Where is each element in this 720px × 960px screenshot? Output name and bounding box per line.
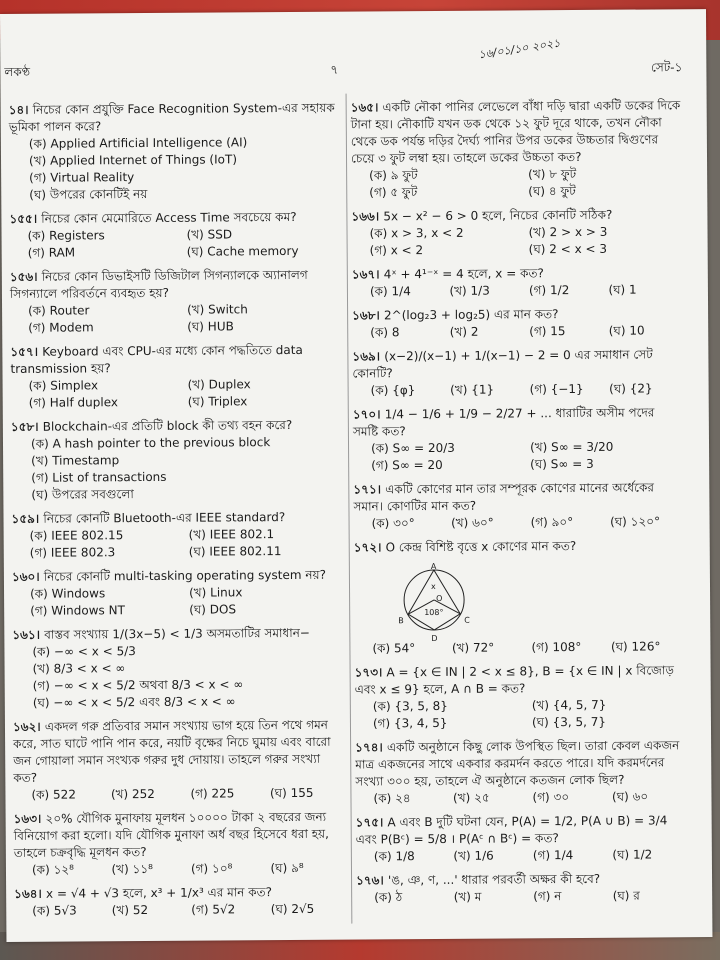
answer-option: (ক) ৯ ফুট	[369, 168, 418, 183]
question-number: ১৬১।	[12, 627, 45, 642]
question-text	[9, 100, 339, 136]
answer-option: (গ) ন	[533, 889, 562, 904]
answer-option: (খ) Applied Internet of Things (IoT)	[28, 152, 238, 168]
page-number: ৭	[330, 62, 339, 77]
question-body: A = {x ∈ IN | 2 < x ≤ 8}, B = {x ∈ IN | x বিজোড় এবং x ≤ 9} হলে, A ∩ B = কত?	[354, 663, 674, 697]
question-body: 2^(log₂3 + log₂5) এর মান কত?	[383, 307, 559, 323]
question-item	[10, 342, 340, 412]
answer-option: (ক) {φ}	[370, 383, 416, 398]
answer-option: (খ) ১১⁸	[111, 861, 153, 877]
answer-option: (ক) Simplex	[28, 378, 99, 393]
answer-option: (গ) Half duplex	[28, 395, 119, 410]
answer-option: (গ) Windows NT	[30, 603, 125, 618]
answer-option: (ঘ) ৯⁸	[270, 860, 304, 876]
question-item	[351, 206, 681, 259]
header-left-text: লকণ্ঠ	[4, 64, 31, 79]
answer-option: (ক) IEEE 802.15	[29, 528, 124, 543]
answer-option: (খ) 8/3 < x < ∞	[32, 661, 126, 676]
circle-diagram	[394, 558, 475, 644]
answer-option: (খ) Linux	[188, 585, 243, 600]
answer-option: (গ) ৫ ফুট	[369, 185, 418, 200]
question-body: Blockchain-এর প্রতিটি block কী তথ্য বহন করে?	[42, 417, 293, 434]
option-list	[9, 134, 339, 204]
question-text	[356, 812, 686, 848]
answer-option: (গ) 1/4	[532, 848, 574, 863]
question-item	[11, 509, 341, 562]
option-list	[351, 165, 681, 201]
question-number: ১৬৬।	[351, 209, 384, 224]
question-number: ১৭৫।	[355, 815, 388, 830]
answer-option: (ক) A hash pointer to the previous block	[30, 435, 271, 451]
answer-option: (ঘ) Triplex	[187, 394, 248, 409]
answer-option: (গ) ৯০°	[530, 515, 574, 530]
answer-option: (ঘ) 10	[608, 323, 645, 338]
answer-option: (ক) S∞ = 20/3	[370, 440, 455, 456]
answer-option: (খ) Switch	[187, 302, 248, 317]
answer-option: (ঘ) HUB	[187, 319, 234, 334]
question-item	[352, 346, 682, 399]
question-number: ১৬৪।	[14, 886, 47, 901]
question-body: বাস্তব সংখ্যায় 1/(3x−5) < 1/3 অসমতাটির সমাধান−	[44, 625, 310, 642]
sheet-header	[0, 36, 706, 86]
question-item	[9, 209, 339, 262]
answer-option: (ক) Windows	[29, 586, 106, 601]
question-item	[352, 305, 682, 341]
question-body: নিচের কোন মেমোরিতে Access Time সবচেয়ে কম?	[41, 209, 297, 226]
question-item	[352, 264, 682, 300]
question-number: ১৭৩।	[354, 665, 387, 680]
answer-option: (ক) {3, 5, 8}	[372, 698, 448, 714]
question-number: ১৬৫।	[350, 100, 383, 115]
answer-option: (ক) 5√3	[32, 903, 77, 918]
answer-option: (খ) ৮ ফুট	[528, 166, 577, 182]
answer-option: (গ) 225	[190, 786, 235, 801]
answer-option: (ক) x > 3, x < 2	[369, 225, 464, 241]
answer-option: (গ) Modem	[28, 320, 94, 335]
right-question-column	[351, 97, 687, 913]
answer-option: (খ) S∞ = 3/20	[529, 439, 614, 455]
answer-option: (খ) Duplex	[187, 377, 251, 392]
question-text	[355, 662, 685, 698]
answer-option: (ঘ) উপরের সবগুলো	[31, 487, 134, 502]
answer-option: (ঘ) 2√5	[270, 901, 315, 917]
answer-option: (খ) 1/6	[453, 848, 494, 863]
question-number: ১৫৭।	[10, 344, 43, 359]
answer-option: (গ) ১০⁸	[190, 861, 233, 876]
question-number: ১৭৬।	[356, 873, 388, 888]
question-item	[356, 812, 686, 865]
question-body: Keyboard এবং CPU-এর মধ্যে কোন পদ্ধতিতে data transmission হয়?	[10, 342, 303, 376]
question-text	[352, 346, 682, 382]
answer-option: (ঘ) ৬০	[611, 789, 649, 804]
set-label: সেট-১	[650, 60, 683, 75]
answer-option: (ঘ) ৪ ফুট	[528, 183, 576, 199]
question-text	[353, 404, 683, 440]
question-number: ১৫৫।	[9, 211, 42, 226]
answer-option: (খ) {4, 5, 7}	[531, 697, 607, 713]
answer-option: (গ) ৩০	[532, 790, 570, 805]
answer-option: (ক) ২৪	[373, 791, 411, 806]
question-number: ১৭১।	[353, 482, 386, 497]
question-number: ১৭২।	[353, 540, 386, 555]
question-body: একদল গরু প্রতিবার সমান সংখ্যায় ভাগ হয়ে তিন পথে গমন করে, সাত ঘাটে পানি পান করে, নয়টি বৃক্ষের নিচে ঘুমায় এবং বারো জন গোয়ালা সমান সংখ্যক গরুর দুধ দোয়ায়। তাহলে গরুর সংখ্যা কত?	[13, 717, 331, 785]
option-list	[355, 696, 685, 732]
question-number: ১৬৯।	[352, 349, 385, 364]
question-body: O কেন্দ্র বিশিষ্ট বৃত্তে x কোণের মান কত?	[385, 538, 577, 555]
question-body: 4ˣ + 4¹⁻ˣ = 4 হলে, x = কত?	[383, 266, 544, 282]
question-number: ১৫৯।	[11, 511, 44, 526]
question-number: ১৬৩।	[13, 811, 46, 826]
answer-option: (ঘ) 155	[269, 785, 314, 801]
option-list	[354, 513, 684, 532]
answer-option: (ঘ) 1	[608, 282, 637, 297]
option-list	[14, 901, 344, 920]
diagram-label-o: O	[436, 593, 443, 603]
question-text	[10, 342, 340, 378]
option-list	[14, 860, 344, 879]
question-item	[355, 737, 685, 807]
question-item	[353, 404, 683, 474]
question-body: (x−2)/(x−1) + 1/(x−1) − 2 = 0 এর সমাধান সেট কোনটি?	[352, 347, 653, 381]
answer-option: (ক) ১২⁸	[31, 862, 75, 877]
answer-option: (ঘ) IEEE 802.11	[188, 544, 282, 559]
answer-option: (গ) IEEE 802.3	[29, 545, 116, 560]
diagram-label-angle: 108°	[424, 607, 444, 618]
answer-option: (ক) −∞ < x < 5/3	[32, 644, 136, 659]
question-number: ১৬৮।	[352, 308, 385, 323]
option-list	[355, 788, 685, 807]
question-item	[14, 884, 344, 920]
question-body: 5x − x² − 6 > 0 হলে, নিচের কোনটি সঠিক?	[383, 207, 613, 224]
answer-option: (খ) 72°	[451, 640, 495, 655]
option-list	[352, 281, 682, 300]
question-body: 1/4 − 1/6 + 1/9 − 2/27 + ... ধারাটির অসীম পদের সমষ্টি কত?	[352, 405, 655, 439]
option-list	[10, 301, 340, 337]
option-list	[12, 526, 342, 562]
question-body: নিচের কোনটি Bluetooth-এর IEEE standard?	[43, 510, 286, 526]
answer-option: (খ) 2 > x > 3	[528, 224, 608, 240]
answer-option: (গ) 108°	[531, 639, 582, 655]
question-item	[355, 662, 685, 732]
question-body: 'ঙ, ঞ, ণ, ...' ধারার পরবর্তী অক্ষর কী হবে?	[387, 871, 601, 888]
answer-option: (খ) ২৫	[452, 790, 490, 805]
answer-option: (গ) x < 2	[369, 243, 424, 258]
question-item	[10, 267, 340, 337]
question-item	[9, 100, 340, 204]
option-list	[12, 584, 342, 620]
answer-option: (ক) ৩০°	[371, 516, 415, 531]
answer-option: (খ) IEEE 802.1	[188, 527, 275, 542]
answer-option: (ঘ) 126°	[610, 639, 661, 654]
answer-option: (ক) Router	[28, 303, 90, 318]
option-list	[356, 887, 686, 906]
answer-option: (গ) S∞ = 20	[371, 457, 443, 473]
option-list	[13, 785, 343, 804]
option-list	[356, 846, 686, 865]
answer-option: (ক) 54°	[372, 641, 416, 656]
diagram-label-a: A	[430, 561, 437, 572]
answer-option: (ক) Registers	[27, 228, 105, 243]
answer-option: (খ) 252	[110, 786, 155, 802]
answer-option: (খ) ম	[453, 889, 482, 904]
answer-option: (ঘ) 2 < x < 3	[528, 241, 608, 257]
answer-option: (ঘ) 1/2	[612, 847, 653, 862]
question-item	[351, 97, 682, 201]
answer-option: (খ) 1/3	[449, 283, 490, 298]
answer-option: (ক) 8	[370, 325, 400, 340]
answer-option: (ঘ) র	[612, 888, 640, 903]
question-number: ১৭৪।	[355, 740, 388, 755]
answer-option: (ঘ) DOS	[189, 602, 237, 617]
diagram-label-c: C	[464, 615, 470, 625]
question-body: নিচের কোন ডিভাইসটি ডিজিটাল সিগন্যালকে অ্যানালগ সিগন্যালে পরিবর্তনে ব্যবহৃত হয়?	[9, 267, 308, 301]
answer-option: (ক) Applied Artificial Intelligence (AI)	[28, 135, 248, 151]
diagram-label-b: B	[398, 616, 404, 626]
question-item	[356, 870, 686, 906]
question-number: ১৫৬।	[9, 269, 42, 284]
answer-option: (ঘ) Cache memory	[186, 243, 299, 259]
answer-option: (ঘ) উপরের কোনটিই নয়	[29, 186, 148, 202]
question-body: নিচের কোন প্রযুক্তি Face Recognition System-এর সহায়ক ভূমিকা পালন করে?	[8, 100, 335, 134]
answer-option: (গ) {−1}	[529, 381, 584, 397]
question-text	[14, 809, 344, 862]
question-text	[351, 97, 681, 167]
answer-option: (গ) List of transactions	[31, 469, 167, 485]
answer-option: (গ) Virtual Reality	[29, 170, 135, 185]
question-body: x = √4 + √3 হলে, x³ + 1/x³ এর মান কত?	[45, 885, 273, 901]
answer-option: (গ) 15	[529, 324, 566, 339]
option-list	[353, 438, 683, 474]
answer-option: (খ) {1}	[450, 382, 495, 397]
answer-option: (গ) 5√2	[191, 902, 236, 917]
option-list	[11, 376, 341, 412]
handwritten-date: ১৬/০১/১০ ২০২১	[477, 36, 562, 62]
question-body: ২০% যৌগিক মুনাফায় মূলধন ১০০০০ টাকা ২ বছরের জন্য বিনিয়োগ করা হলো। যদি যৌগিক মুনাফা অর্ধ বছর হিসেবে ধরা হয়, তাহলে চক্রবৃদ্ধি মূলধন কত?	[13, 809, 329, 860]
question-item	[12, 625, 343, 712]
answer-option: (ঘ) ১২০°	[610, 514, 661, 529]
answer-option: (গ) 1/2	[528, 283, 570, 298]
question-item	[354, 537, 685, 657]
answer-option: (গ) −∞ < x < 5/2 অথবা 8/3 < x < ∞	[32, 677, 244, 693]
exam-sheet	[0, 9, 712, 942]
answer-option: (ঘ) {2}	[609, 381, 653, 396]
option-list	[9, 226, 339, 262]
diagram-label-x: x	[430, 581, 436, 592]
question-number: ১৪।	[8, 102, 33, 117]
answer-option: (ঘ) −∞ < x < 5/2 এবং 8/3 < x < ∞	[32, 694, 236, 710]
question-item	[353, 479, 683, 532]
option-list	[354, 638, 684, 657]
question-text	[355, 737, 685, 790]
question-number: ১৫৮।	[10, 419, 43, 434]
answer-option: (খ) 2	[449, 324, 479, 339]
question-number: ১৬২।	[12, 719, 45, 734]
question-item	[11, 417, 342, 504]
question-number: ১৬০।	[11, 569, 44, 584]
answer-option: (ক) 1/8	[373, 849, 415, 864]
answer-option: (খ) 52	[111, 902, 149, 918]
question-body: একটি নৌকা পানির লেভেলে বাঁধা দড়ি দ্বারা একটি ডকের দিকে টানা হয়। নৌকাটি যখন ডক থেকে ১২ ফুট দূরে থাকে, তখন নৌকা থেকে ডক পর্যন্ত দড়ির দৈর্ঘ্য পানির উপর ডকের উচ্চতার দ্বিগুণের চেয়ে ৩ ফুট লম্বা হয়। তাহলে ডকের উচ্চতা কত?	[350, 98, 681, 166]
question-text	[354, 537, 684, 556]
question-item	[14, 809, 344, 879]
question-body: একটি অনুষ্ঠানে কিছু লোক উপস্থিত ছিল। তারা কেবল একজন মাত্র একজনের সাথে একবার করমর্দন করতে পারে। যদি করমর্দনের সংখ্যা ৩০০ হয়, তাহলে ঐ অনুষ্ঠানে কতজন লোক ছিল?	[355, 738, 680, 789]
option-list	[11, 434, 341, 504]
answer-option: (গ) {3, 4, 5}	[372, 715, 448, 731]
question-text	[353, 479, 683, 515]
question-body: নিচের কোনটি multi-tasking operating system নয়?	[43, 567, 326, 584]
answer-option: (খ) ৬০°	[451, 515, 494, 530]
option-list	[12, 642, 342, 712]
answer-option: (গ) RAM	[27, 245, 76, 260]
question-item	[13, 717, 344, 804]
answer-option: (খ) Timestamp	[31, 453, 120, 468]
answer-option: (ক) 1/4	[369, 284, 411, 299]
question-number: ১৬৭।	[351, 267, 384, 282]
answer-option: (ক) 522	[31, 787, 76, 802]
question-text	[13, 717, 343, 787]
question-body: একটি কোণের মান তার সম্পূরক কোণের মানের অর্ধেকের সমান। কোণটির মান কত?	[353, 480, 654, 514]
question-text	[10, 267, 340, 303]
answer-option: (খ) SSD	[186, 227, 233, 242]
answer-option: (ঘ) S∞ = 3	[530, 456, 594, 472]
answer-option: (ঘ) {3, 5, 7}	[531, 714, 607, 730]
answer-option: (ক) ঠ	[374, 890, 403, 905]
left-question-column	[9, 100, 345, 927]
diagram-label-d: D	[431, 633, 438, 644]
question-item	[12, 567, 342, 620]
option-list	[352, 322, 682, 341]
option-list	[351, 223, 681, 259]
question-number: ১৭০।	[352, 407, 385, 422]
option-list	[353, 380, 683, 399]
question-body: A এবং B দুটি ঘটনা যেন, P(A) = 1/2, P(A ∪ B) = 3/4 এবং P(Bᶜ) = 5/8 । P(Aᶜ ∩ Bᶜ) = কত?	[355, 813, 668, 847]
